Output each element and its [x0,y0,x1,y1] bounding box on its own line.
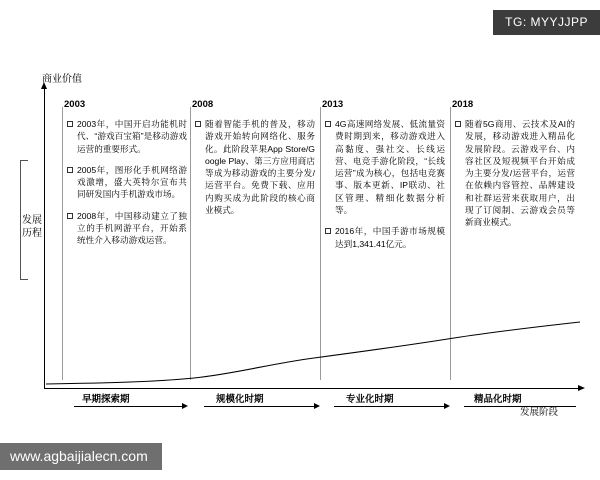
list-item-text: 随着智能手机的普及，移动游戏开始转向网络化、服务化。此阶段苹果App Store/Google Play、第三方应用商店等成为移动游戏的主要分发/运营平台。免费下载、应用内购买成为此阶段的核心商业模式。 [205,119,315,216]
list-item [67,118,187,155]
phase-label-1: 早期探索期 [82,394,130,405]
bullet-square-icon [67,167,73,173]
phase-label-4: 精品化时期 [474,394,522,405]
y-axis-label: 商业价值 [42,74,82,85]
phase-label-3: 专业化时期 [346,394,394,405]
tg-badge: TG: MYYJJPP [493,10,600,35]
list-item [195,118,315,216]
list-item [67,210,187,247]
phase-arrow-icon-2 [314,403,320,409]
year-label-2003: 2003 [64,99,86,110]
list-item [67,164,187,201]
list-item [455,118,575,229]
bullet-square-icon [67,213,73,219]
period-column-2 [195,118,315,225]
x-axis-caption: 发展阶段 [520,407,559,418]
year-label-2008: 2008 [192,99,214,110]
phase-label-2: 规模化时期 [216,394,264,405]
phase-label-row [44,391,582,417]
bullet-square-icon [455,121,461,127]
phase-underline-1 [74,406,182,407]
bullet-square-icon [325,121,331,127]
phase-arrow-icon-3 [444,403,450,409]
list-item-text: 2003年，中国开启功能机时代、“游戏百宝箱”是移动游戏运营的重要形式。 [77,119,187,154]
period-column-1 [67,118,187,256]
bullet-square-icon [67,121,73,127]
period-column-3 [325,118,445,259]
list-item-text: 2016年，中国手游市场规模达到1,341.41亿元。 [335,226,445,249]
list-item [325,225,445,250]
list-item-text: 随着5G商用、云技术及AI的发展，移动游戏进入精品化发展阶段。云游戏平台、内容社区及短视频平台开始成为主要分发/运营平台，运营在依赖内容管控、品牌建设和社群运营来获取用户，出现了订阅制、云游戏会员等新商业模式。 [465,119,575,228]
list-item-text: 2008年，中国移动建立了独立的手机网游平台，开始系统性介入移动游戏运营。 [77,210,187,246]
bullet-square-icon [325,228,331,234]
list-item-text: 2005年，图形化手机网络游戏激增，盛大英特尔宣布共同研发国内手机游戏市场。 [77,164,187,200]
phase-underline-2 [204,406,314,407]
year-label-2013: 2013 [322,99,344,110]
list-item [325,118,445,216]
growth-curve [44,300,582,390]
stage-axis-title: 发展历程 [22,215,42,239]
phase-underline-3 [334,406,444,407]
year-label-2018: 2018 [452,99,474,110]
list-item-text: 4G高速网络发展、低流量资费时期到来，移动游戏进入高黏度、强社交、长线运营、电竞手游化阶段，“长线运营”成为核心，包括电竞赛事、版本更新、IP联动、社区管理、精细化数据分析等。 [335,119,445,216]
bullet-square-icon [195,121,201,127]
watermark: www.agbaijialecn.com [0,443,162,470]
phase-arrow-icon-1 [182,403,188,409]
period-column-4 [455,118,575,238]
